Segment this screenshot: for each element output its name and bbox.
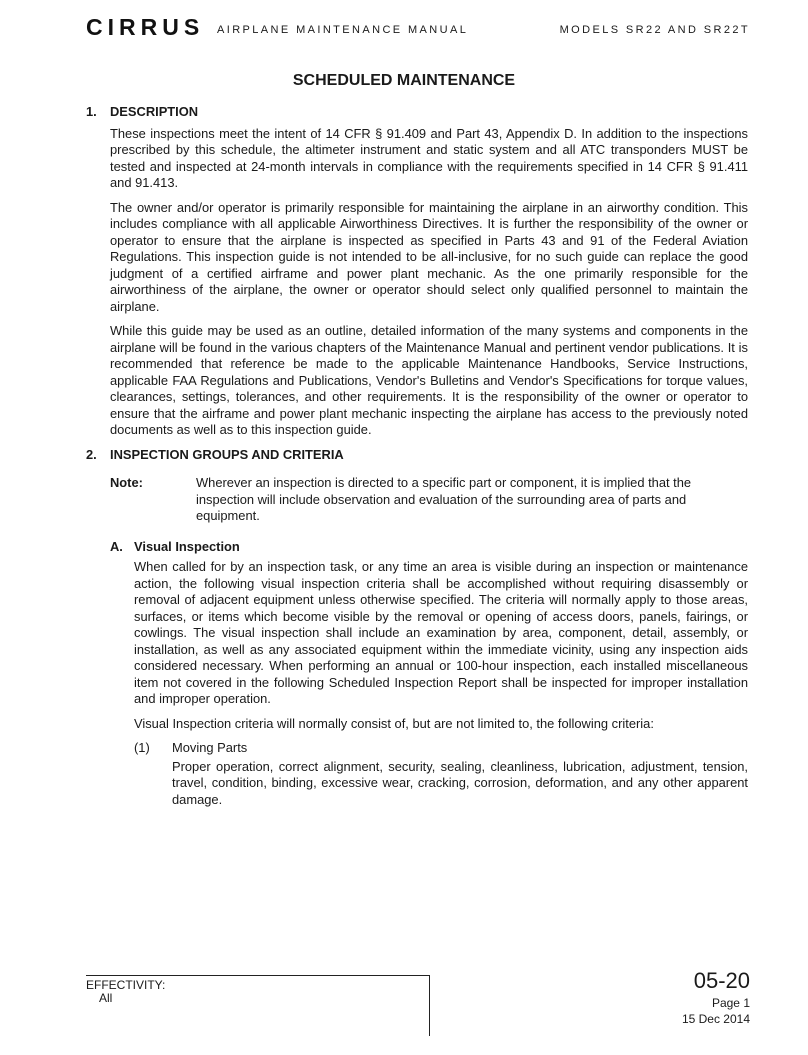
paragraph: Visual Inspection criteria will normally consist of, but are not limited to, the following criteria: — [134, 715, 654, 731]
document-body — [86, 104, 748, 808]
subsection-number: A. — [110, 538, 123, 554]
models-label: MODELS SR22 AND SR22T — [559, 24, 750, 36]
section-2-heading — [86, 447, 748, 464]
brand-logo: CIRRUS — [86, 14, 205, 40]
item-number: (1) — [134, 740, 150, 755]
item-text: Proper operation, correct alignment, security, sealing, cleanliness, lubrication, adjustment, tension, travel, condition, binding, excessive wear, cracking, corrosion, deformation, and any other apparent damage. — [172, 758, 748, 807]
section-title: DESCRIPTION — [110, 104, 199, 119]
paragraph: The owner and/or operator is primarily responsible for maintaining the airplane in an airworthy condition. This includes compliance with all applicable Airworthiness Directives. It is further the responsibility of the owner or operator to ensure that the airplane is inspected as specified in Parts 43 and 91 of the Federal Aviation Regulations. This inspection guide is not intended to be all-inclusive, for no such guide can replace the good judgment of a certified airframe and power plant mechanic. As the one primarily responsible for the airworthiness of the airplane, the owner or operator should select only qualified personnel to maintain the airplane. — [110, 199, 748, 314]
page-title: SCHEDULED MAINTENANCE — [292, 72, 516, 89]
note-text: Wherever an inspection is directed to a specific part or component, it is implied that the inspection will include observation and evaluation of the surrounding area of parts and equipment. — [196, 475, 692, 523]
effectivity-box — [86, 975, 430, 1036]
effectivity-value: All — [99, 991, 113, 1005]
section-title: INSPECTION GROUPS AND CRITERIA — [110, 446, 344, 462]
paragraph: While this guide may be used as an outline, detailed information of the many systems and components in the airplane will be found in the various chapters of the Maintenance Manual and pertinent vendor publications. It is recommended that reference be made to the applicable Maintenance Handbooks, Service Instructions, applicable FAA Regulations and Publications, Vendor's Bulletins and Vendor's Specifications for torque values, clearances, settings, tolerances, and other requirements. It is the responsibility of the owner or operator to ensure that the airframe and power plant mechanic inspecting the airplane has access to the previously noted documents as well as to this inspection guide. — [110, 323, 748, 437]
subsection-heading — [110, 539, 748, 556]
section-number: 2. — [86, 446, 97, 462]
revision-date: 15 Dec 2014 — [681, 1012, 750, 1026]
page-header — [86, 14, 750, 42]
chapter-number: 05-20 — [693, 968, 750, 993]
effectivity-label: EFFECTIVITY: — [86, 978, 166, 992]
manual-title: AIRPLANE MAINTENANCE MANUAL — [217, 24, 469, 36]
section-1-heading — [86, 104, 748, 121]
note-label: Note: — [110, 475, 143, 490]
subsection-title: Visual Inspection — [134, 538, 240, 554]
page-number: Page 1 — [711, 996, 750, 1010]
note-block — [110, 475, 748, 525]
paragraph: When called for by an inspection task, or any time an area is visible during an inspection or maintenance action, the following visual inspection criteria shall be accomplished without requiring disassembly or removal of adjacent equipment unless otherwise specified. The criteria will normally apply to those areas, surfaces, or items which become visible by the removal or opening of access doors, panels, fairings, or cowlings. The visual inspection shall include an examination by area, component, detail, assembly, or installation, as well as any associated equipment within the immediate vicinity, using any inspection aids considered necessary. When performing an annual or 100-hour inspection, each installed miscellaneous item not covered in the following Scheduled Inspection Report shall be inspected for improper installation and improper operation. — [134, 559, 748, 706]
paragraph: These inspections meet the intent of 14 CFR § 91.409 and Part 43, Appendix D. In addition to the inspections prescribed by this schedule, the altimeter instrument and static system and all ATC transponders MUST be tested and inspected at 24-month intervals in compliance with the requirements specified in 14 CFR § 91.411 and 91.413. — [110, 125, 748, 190]
list-item-heading — [134, 740, 748, 757]
section-number: 1. — [86, 104, 97, 119]
item-title: Moving Parts — [172, 740, 248, 755]
page-footer — [86, 968, 750, 1035]
